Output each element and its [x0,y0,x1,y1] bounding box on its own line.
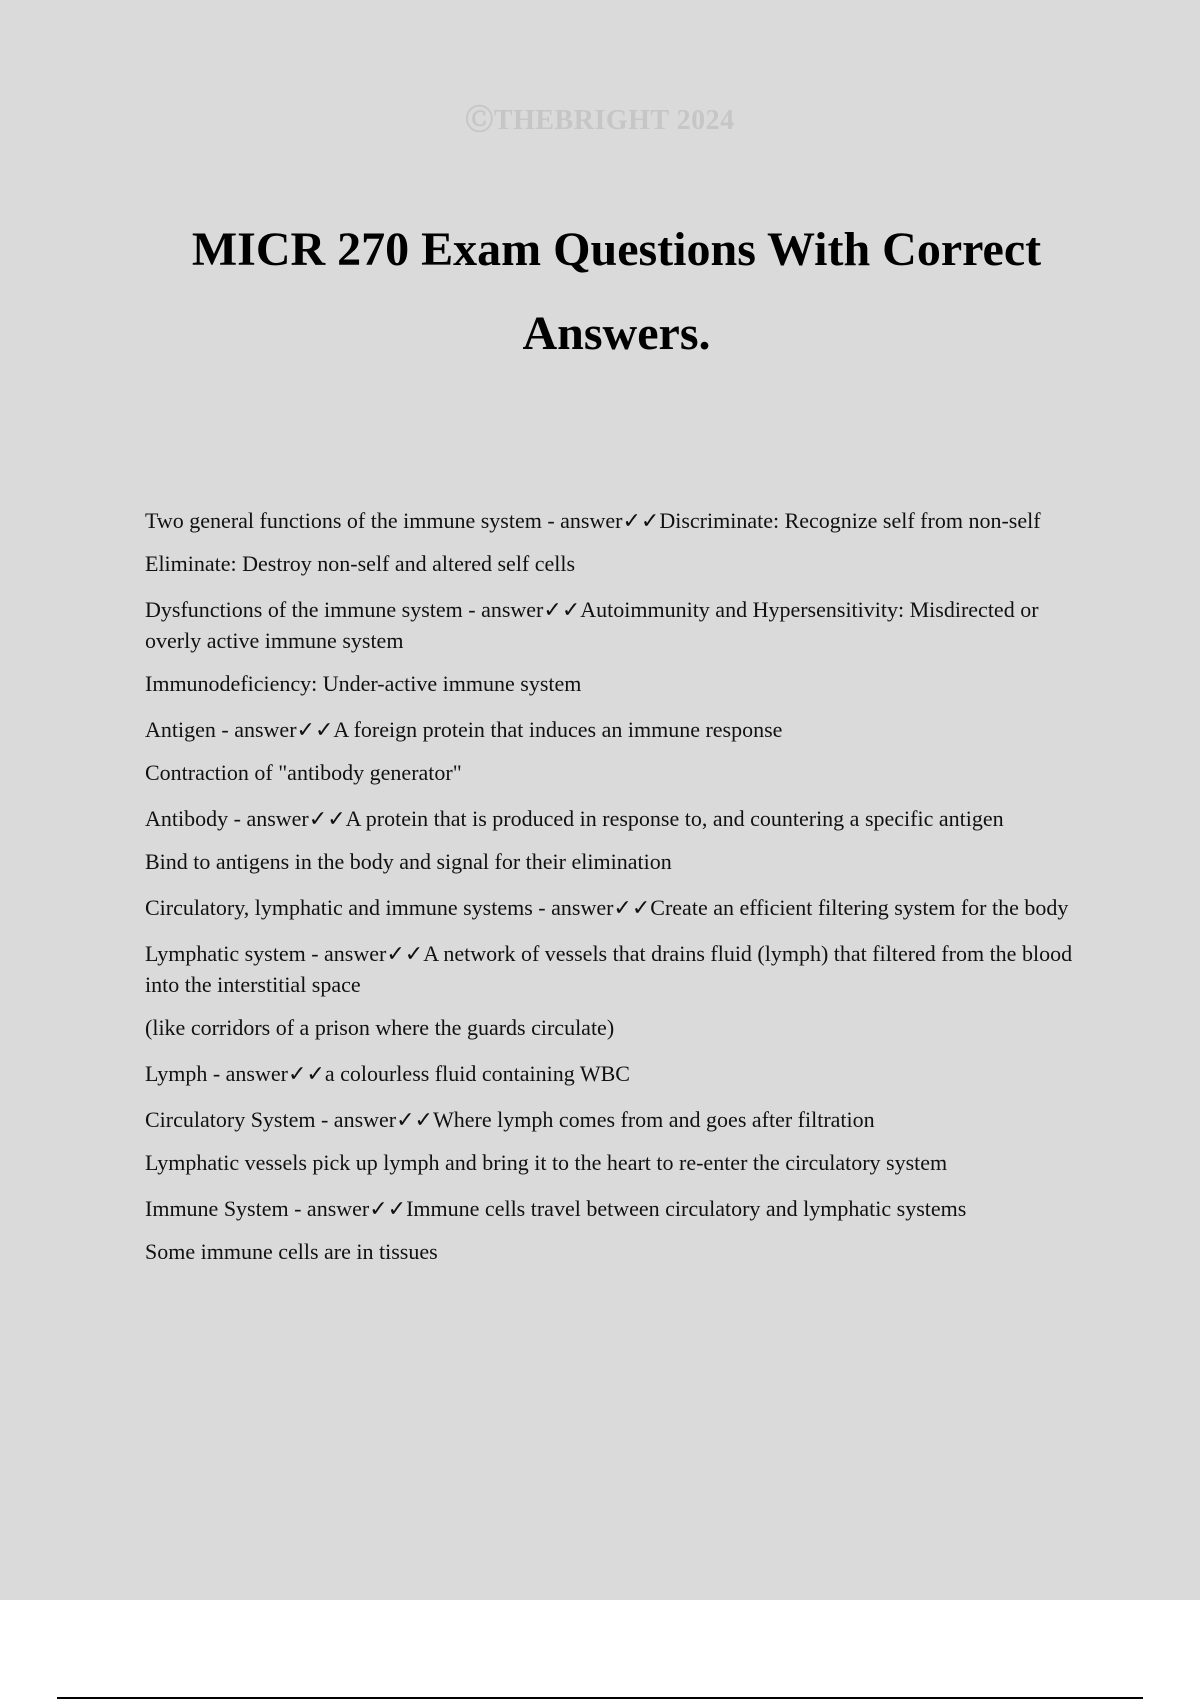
qa-line [145,594,1085,656]
qa-item [145,1104,1085,1178]
qa-term: Lymph [145,1061,208,1086]
qa-answer: A foreign protein that induces an immune response [333,717,783,742]
qa-extra: Contraction of "antibody generator" [145,760,462,785]
page-title: MICR 270 Exam Questions With Correct Answers. [191,223,1042,360]
answer-separator: - answer✓✓ [207,1061,325,1086]
answer-separator: - answer✓✓ [532,895,651,920]
qa-term: Antigen [145,717,216,742]
qa-item [145,1058,1085,1089]
qa-extra: Lymphatic vessels pick up lymph and bring it to the heart to re-enter the circulatory system [145,1150,948,1175]
qa-item [145,594,1085,699]
qa-item [145,1193,1085,1267]
watermark: ⒸTHEBRIGHT 2024 [465,105,735,136]
qa-extra: Eliminate: Destroy non-self and altered self cells [145,551,576,576]
qa-answer: Autoimmunity and Hypersensitivity: Misdirected or overly active immune system [145,597,1039,653]
answer-separator: - answer✓✓ [541,508,660,533]
qa-line [145,1193,1085,1224]
qa-extra: Bind to antigens in the body and signal for their elimination [145,849,672,874]
qa-answer: A network of vessels that drains fluid (lymph) that filtered from the blood into the interstitial space [145,941,1073,997]
qa-extra: Some immune cells are in tissues [145,1239,438,1264]
qa-line [145,938,1085,1000]
qa-line [145,714,1085,745]
page-footer-rule [57,1697,1143,1699]
qa-term: Dysfunctions of the immune system [145,597,463,622]
qa-item [145,714,1085,788]
qa-item [145,892,1085,923]
qa-item [145,505,1085,579]
qa-answer: A protein that is produced in response to, and countering a specific antigen [345,806,1004,831]
qa-extra: Immunodeficiency: Under-active immune system [145,671,582,696]
qa-line [145,803,1085,834]
qa-item [145,803,1085,877]
qa-term: Circulatory System [145,1107,316,1132]
qa-answer: Immune cells travel between circulatory and lymphatic systems [406,1196,967,1221]
answer-separator: - answer✓✓ [462,597,581,622]
qa-term: Two general functions of the immune system [145,508,542,533]
qa-line [145,1058,1085,1089]
qa-answer: Where lymph comes from and goes after filtration [432,1107,875,1132]
qa-line [145,1104,1085,1135]
qa-list [145,505,1085,1282]
qa-term: Lymphatic system [145,941,306,966]
qa-extra: (like corridors of a prison where the guards circulate) [145,1015,615,1040]
qa-item [145,938,1085,1043]
qa-term: Antibody [145,806,229,831]
qa-line [145,892,1085,923]
qa-term: Circulatory, lymphatic and immune systems [145,895,533,920]
qa-line [145,505,1085,536]
answer-separator: - answer✓✓ [288,1196,407,1221]
qa-answer: Create an efficient filtering system for the body [650,895,1069,920]
qa-answer: Discriminate: Recognize self from non-self [659,508,1041,533]
answer-separator: - answer✓✓ [228,806,346,831]
answer-separator: - answer✓✓ [305,941,424,966]
qa-term: Immune System [145,1196,289,1221]
answer-separator: - answer✓✓ [215,717,334,742]
qa-answer: a colourless fluid containing WBC [324,1061,630,1086]
answer-separator: - answer✓✓ [315,1107,433,1132]
